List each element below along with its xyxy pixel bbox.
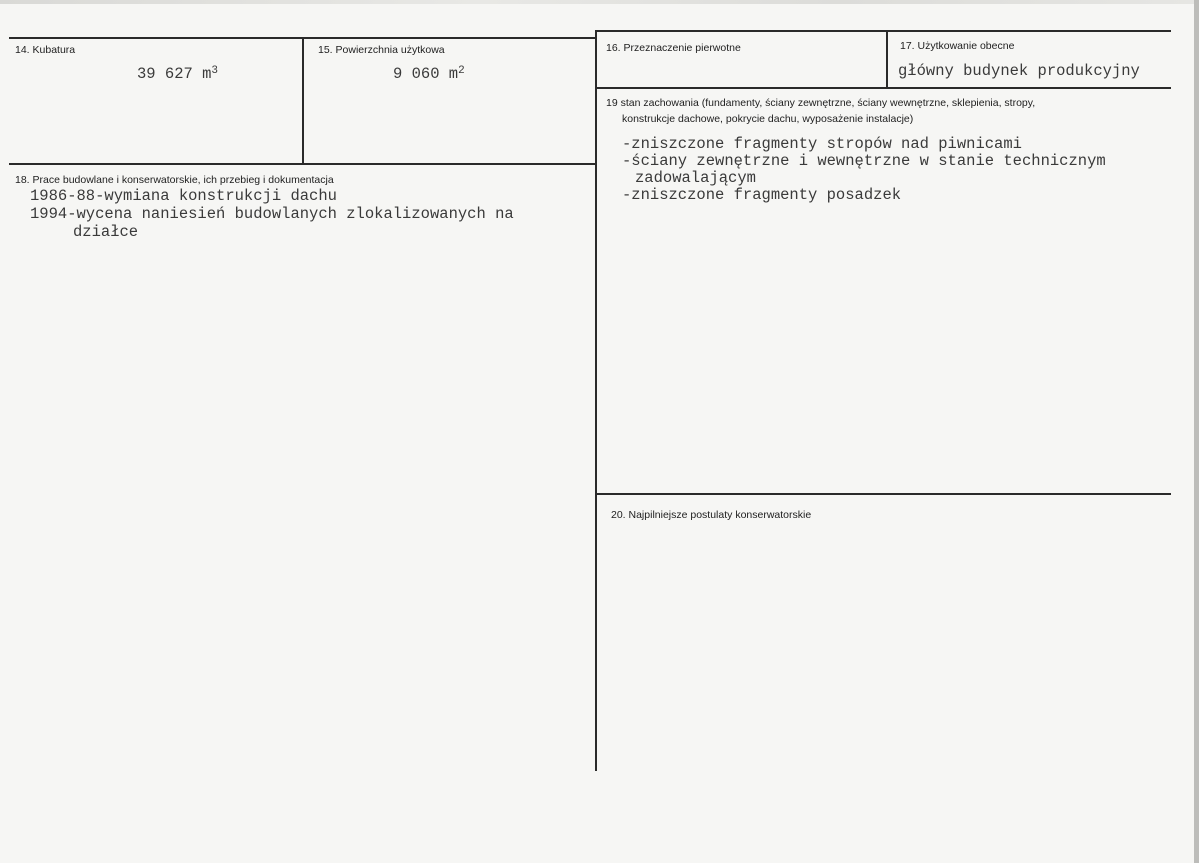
field-18-line-3: działce — [73, 223, 139, 241]
field-19-label-line-2: konstrukcje dachowe, pokrycie dachu, wyposażenie instalacje) — [622, 113, 914, 125]
divider-14-15 — [302, 37, 304, 165]
divider-16-17 — [886, 30, 888, 88]
field-14-value — [137, 66, 218, 83]
field-19-line-4: -zniszczone fragmenty posadzek — [622, 186, 902, 204]
field-20-label: 20. Najpilniejsze postulaty konserwatorskie — [611, 509, 812, 521]
rule-below-14-15 — [9, 163, 595, 165]
field-16-label: 16. Przeznaczenie pierwotne — [606, 42, 741, 54]
powierzchnia-number: 9 060 m — [393, 65, 459, 83]
rule-below-16-17 — [595, 87, 1171, 89]
top-rule-right — [595, 30, 1171, 32]
field-15-value — [393, 66, 465, 83]
field-18-line-2: 1994-wycena naniesień budowlanych zlokalizowanych na — [30, 205, 514, 223]
field-19-line-2: -ściany zewnętrzne i wewnętrzne w stanie technicznym — [622, 152, 1106, 170]
field-19-label-line-1: 19 stan zachowania (fundamenty, ściany zewnętrzne, ściany wewnętrzne, sklepienia, stropy, — [606, 97, 1036, 109]
rule-above-20 — [595, 493, 1171, 495]
right-edge-shadow — [1194, 0, 1199, 863]
field-17-value: główny budynek produkcyjny — [898, 62, 1140, 80]
field-17-label: 17. Użytkowanie obecne — [900, 40, 1015, 52]
field-15-label: 15. Powierzchnia użytkowa — [318, 44, 445, 56]
field-19-line-1: -zniszczone fragmenty stropów nad piwnicami — [622, 135, 1022, 153]
top-edge-strip — [0, 0, 1199, 4]
field-14-label: 14. Kubatura — [15, 44, 76, 56]
field-19-line-3: zadowalającym — [635, 169, 756, 187]
center-divider — [595, 30, 597, 771]
kubatura-exponent: 3 — [211, 65, 219, 77]
powierzchnia-exponent: 2 — [458, 65, 465, 77]
field-18-label: 18. Prace budowlane i konserwatorskie, ich przebieg i dokumentacja — [15, 174, 334, 186]
kubatura-number: 39 627 m — [137, 65, 212, 83]
field-18-line-1: 1986-88-wymiana konstrukcji dachu — [30, 187, 337, 205]
